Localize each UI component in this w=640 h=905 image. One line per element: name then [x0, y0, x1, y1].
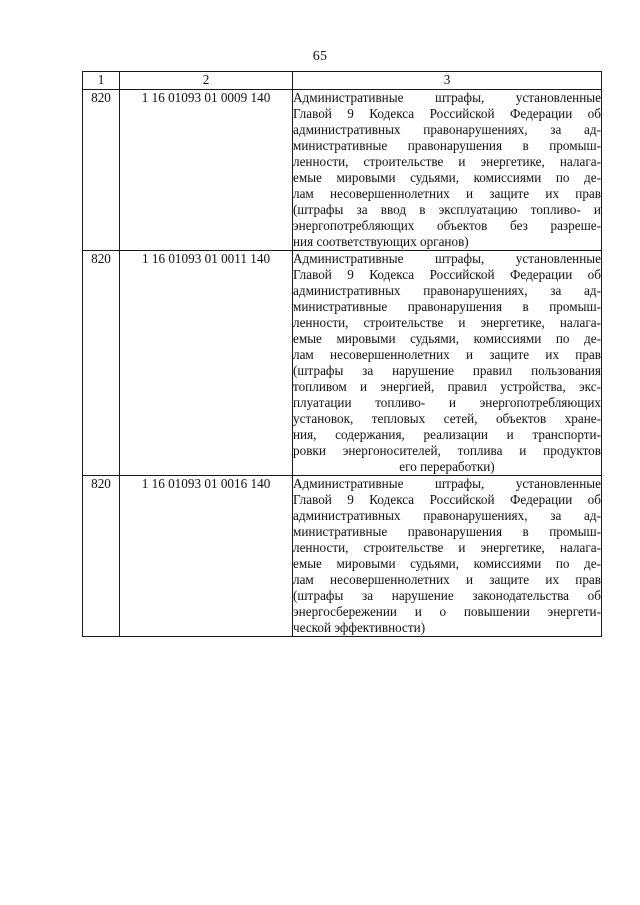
description-line: (штрафы за нарушение законодательства об [293, 588, 601, 603]
description-line: Главой 9 Кодекса Российской Федерации об [293, 267, 601, 282]
admin-code-cell: 820 [83, 251, 120, 476]
column-header-1: 1 [83, 72, 120, 90]
description-line: лам несовершеннолетних и защите их прав [293, 572, 601, 587]
description-cell [293, 90, 602, 251]
table-row [83, 251, 602, 476]
description-line: емые мировыми судьями, комиссиями по де- [293, 331, 601, 346]
admin-code-cell: 820 [83, 90, 120, 251]
table-row [83, 90, 602, 251]
description-line: топливом и энергией, правил устройства, экс- [293, 379, 601, 394]
description-line: ленности, строительстве и энергетике, налага- [293, 315, 601, 330]
kbk-code-cell: 1 16 01093 01 0009 140 [120, 90, 293, 251]
table-header-row [83, 72, 602, 90]
description-line: лам несовершеннолетних и защите их прав [293, 347, 601, 362]
kbk-code-cell: 1 16 01093 01 0016 140 [120, 476, 293, 637]
description-line: емые мировыми судьями, комиссиями по де- [293, 556, 601, 571]
description-line: плуатации топливо- и энергопотребляющих [293, 395, 601, 410]
description-line: лам несовершеннолетних и защите их прав [293, 186, 601, 201]
description-line: ческой эффективности) [293, 620, 426, 635]
description-cell [293, 251, 602, 476]
description-line: энергосбережении и о повышении энергети- [293, 604, 601, 619]
description-line: (штрафы за ввод в эксплуатацию топливо- и [293, 202, 601, 217]
kbk-code-cell: 1 16 01093 01 0011 140 [120, 251, 293, 476]
description-line: административных правонарушениях, за ад- [293, 283, 601, 298]
description-line: его переработки) [399, 459, 495, 474]
description-line: министративные правонарушения в промыш- [293, 524, 601, 539]
description-line: ния, содержания, реализации и транспорти- [293, 427, 601, 442]
page-number: 65 [312, 49, 328, 64]
description-line: установок, тепловых сетей, объектов хране- [293, 411, 601, 426]
description-line: административных правонарушениях, за ад- [293, 122, 601, 137]
description-line: министративные правонарушения в промыш- [293, 299, 601, 314]
description-line: ния соответствующих органов) [293, 234, 469, 249]
column-header-3: 3 [293, 72, 602, 90]
description-line: ленности, строительстве и энергетике, налага- [293, 154, 601, 169]
description-line: Административные штрафы, установленные [293, 251, 601, 266]
description-line: министративные правонарушения в промыш- [293, 138, 601, 153]
description-line: Главой 9 Кодекса Российской Федерации об [293, 492, 601, 507]
description-line: (штрафы за нарушение правил пользования [293, 363, 601, 378]
admin-code-cell: 820 [83, 476, 120, 637]
description-line: Административные штрафы, установленные [293, 90, 601, 105]
description-line: ленности, строительстве и энергетике, налага- [293, 540, 601, 555]
description-line: Административные штрафы, установленные [293, 476, 601, 491]
table-row [83, 476, 602, 637]
description-line: административных правонарушениях, за ад- [293, 508, 601, 523]
description-line: ровки энергоносителей, топлива и продуктов [293, 443, 601, 458]
budget-codes-table [82, 71, 602, 637]
description-line: емые мировыми судьями, комиссиями по де- [293, 170, 601, 185]
column-header-2: 2 [120, 72, 293, 90]
description-line: Главой 9 Кодекса Российской Федерации об [293, 106, 601, 121]
description-line: энергопотребляющих объектов без разреше- [293, 218, 601, 233]
description-cell [293, 476, 602, 637]
